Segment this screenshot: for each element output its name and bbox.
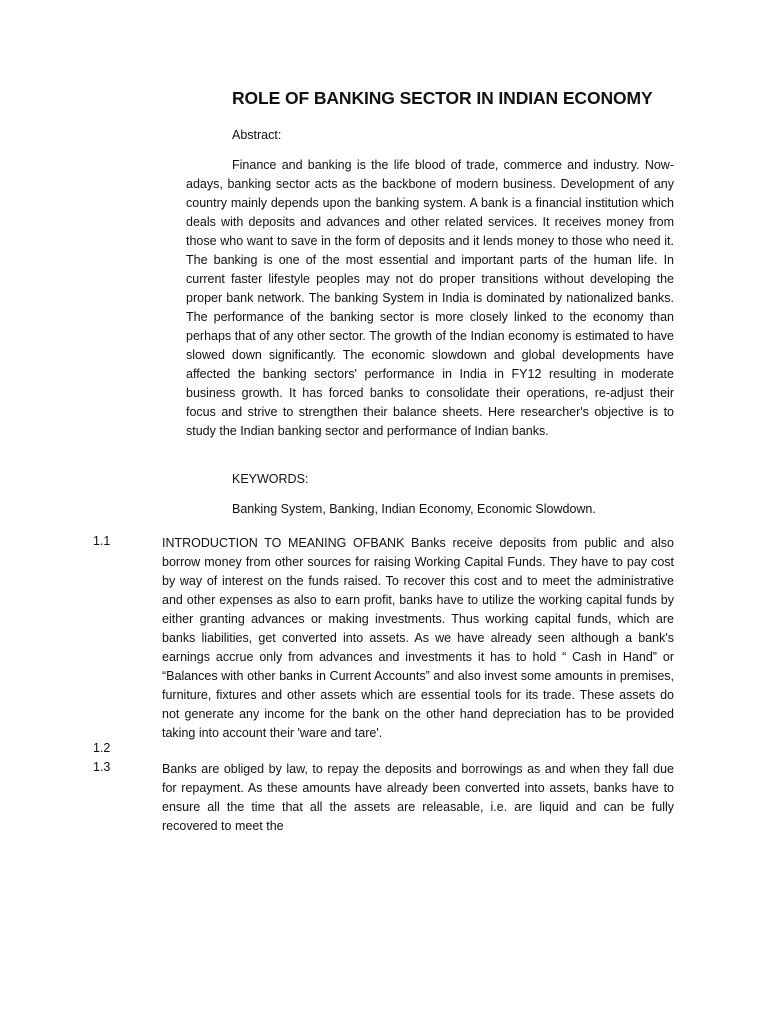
section-number-1-2: 1.2	[93, 741, 111, 755]
abstract-paragraph: Finance and banking is the life blood of trade, commerce and industry. Now-adays, banking sector acts as the backbone of modern business. Development of any country mainly depends upon the banking system. A bank is a financial institution which deals with deposits and advances and other related services. It receives money from those who want to save in the form of deposits and it lends money to those who need it. The banking is one of the most essential and important parts of the human life. In current faster lifestyle peoples may not do proper transitions without developing the proper bank network. The banking System in India is dominated by nationalized banks. The performance of the banking sector is more closely linked to the economy than perhaps that of any other sector. The growth of the Indian economy is estimated to have slowed down significantly. The economic slowdown and global developments have affected the banking sectors' performance in India in FY12 resulting in moderate business growth. It has forced banks to consolidate their operations, re-adjust their focus and strive to strengthen their balance sheets. Here researcher's objective is to study the Indian banking sector and performance of Indian banks.	[186, 158, 674, 438]
section-number-1-3: 1.3	[93, 760, 111, 774]
document-title: ROLE OF BANKING SECTOR IN INDIAN ECONOMY	[232, 88, 653, 108]
section-text-1-1: INTRODUCTION TO MEANING OFBANK Banks receive deposits from public and also borrow money from other sources for raising Working Capital Funds. They have to pay cost by way of interest on the funds raised. To recover this cost and to meet the administrative and other expenses as also to earn profit, banks have to utilize the working capital funds by either granting advances or making investments. Thus working capital funds, which are banks liabilities, get converted into assets. As we have already seen although a bank's earnings accrue only from advances and investments it has to hold “ Cash in Hand” or “Balances with other banks in Current Accounts” and also invest some amounts in premises, furniture, fixtures and other assets which are essential tools for its trade. These assets do not generate any income for the bank on the other hand depreciation has to be provided taking into account their 'ware and tare'.	[162, 536, 674, 740]
keywords-heading: KEYWORDS:	[232, 472, 309, 486]
section-text-1-3: Banks are obliged by law, to repay the deposits and borrowings as and when they fall due for repayment. As these amounts have already been converted into assets, banks have to ensure all the time that all the assets are releasable, i.e. are liquid and can be fully recovered to meet the	[162, 762, 674, 833]
abstract-heading: Abstract:	[232, 128, 282, 142]
keywords-list: Banking System, Banking, Indian Economy, Economic Slowdown.	[232, 502, 596, 516]
section-number-1-1: 1.1	[93, 534, 111, 548]
